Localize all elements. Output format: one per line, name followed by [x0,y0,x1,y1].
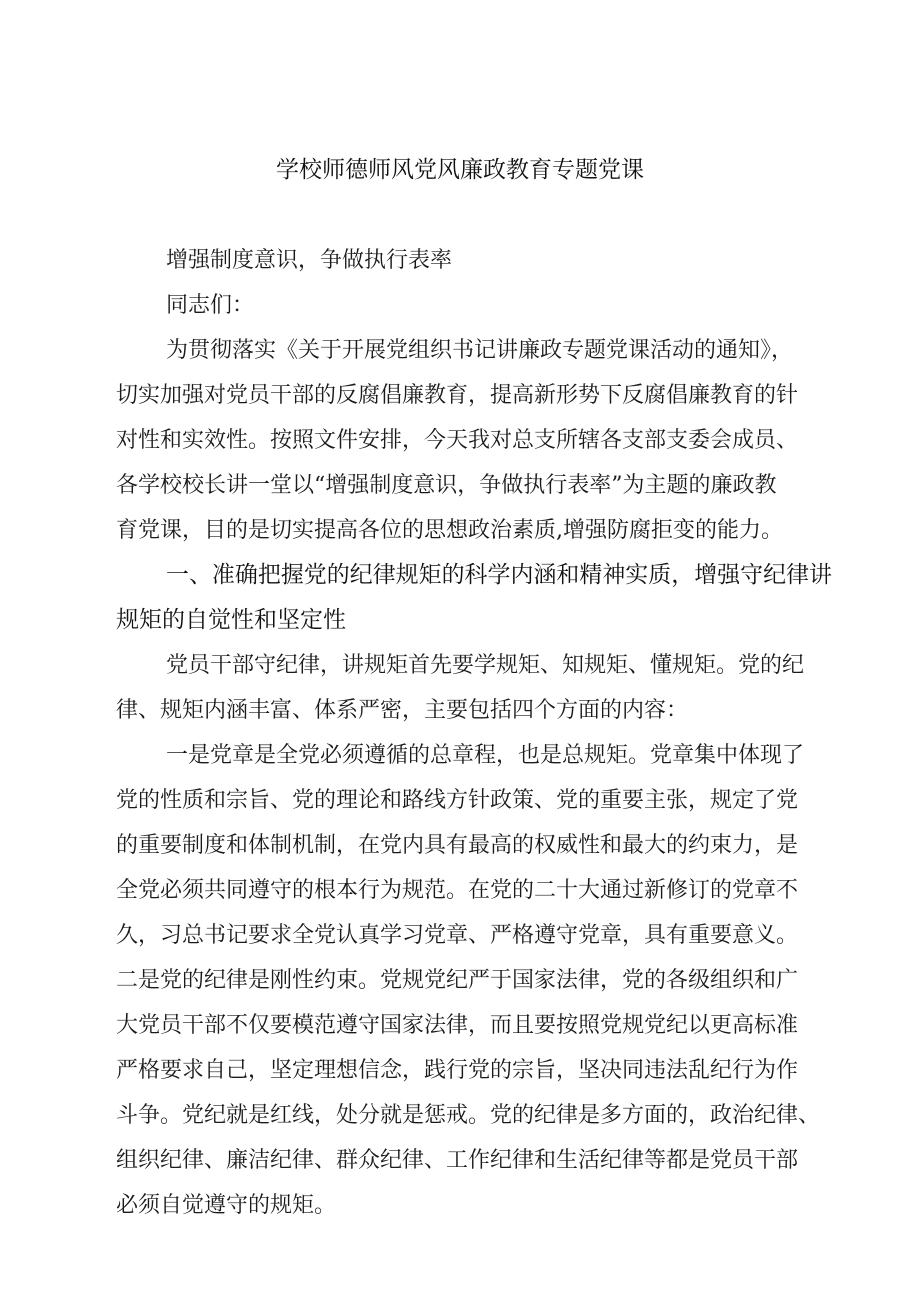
paragraph-line: 二是党的纪律是刚性约束。党规党纪严于国家法律，党的各级组织和广 [116,968,799,993]
paragraph-line: 必须自觉遵守的规矩。 [116,1193,337,1218]
paragraph-line: 一是党章是全党必须遵循的总章程，也是总规矩。党章集中体现了 [166,743,805,768]
paragraph-line: 的重要制度和体制机制，在党内具有最高的权威性和最大的约束力，是 [116,833,799,858]
paragraph-line: 严格要求自己，坚定理想信念，践行党的宗旨，坚决同违法乱纪行为作 [116,1058,799,1083]
document-body [116,238,832,1228]
paragraph-line: 大党员干部不仅要模范遵守国家法律，而且要按照党规党纪以更高标准 [116,1013,799,1038]
intro-line: 为贯彻落实《关于开展党组织书记讲廉政专题党课活动的通知》， [166,338,794,363]
section-heading-line: 一、准确把握党的纪律规矩的科学内涵和精神实质，增强守纪律讲 [166,562,832,588]
paragraph-line: 斗争。党纪就是红线，处分就是惩戒。党的纪律是多方面的，政治纪律、 [116,1103,821,1128]
intro-line: 各学校校长讲一堂以“增强制度意识，争做执行表率”为主题的廉政教 [116,473,777,498]
subtitle: 增强制度意识，争做执行表率 [166,248,453,273]
paragraph-line: 全党必须共同遵守的根本行为规范。在党的二十大通过新修订的党章不 [116,878,799,903]
paragraph-line: 党员干部守纪律，讲规矩首先要学规矩、知规矩、懂规矩。党的纪 [166,653,805,678]
section-heading-line: 规矩的自觉性和坚定性 [116,607,346,633]
greeting: 同志们： [166,293,255,318]
paragraph-line: 律、规矩内涵丰富、体系严密，主要包括四个方面的内容： [116,698,689,723]
intro-line: 切实加强对党员干部的反腐倡廉教育，提高新形势下反腐倡廉教育的针 [116,383,799,408]
paragraph-line: 久，习总书记要求全党认真学习党章、严格遵守党章，具有重要意义。 [116,923,799,948]
paragraph-line: 党的性质和宗旨、党的理论和路线方针政策、党的重要主张，规定了党 [116,788,799,813]
paragraph-line: 组织纪律、廉洁纪律、群众纪律、工作纪律和生活纪律等都是党员干部 [116,1148,799,1173]
document-title: 学校师德师风党风廉政教育专题党课 [276,157,644,183]
intro-line: 对性和实效性。按照文件安排，今天我对总支所辖各支部支委会成员、 [116,428,799,453]
intro-line: 育党课，目的是切实提高各位的思想政治素质,增强防腐拒变的能力。 [116,518,783,543]
